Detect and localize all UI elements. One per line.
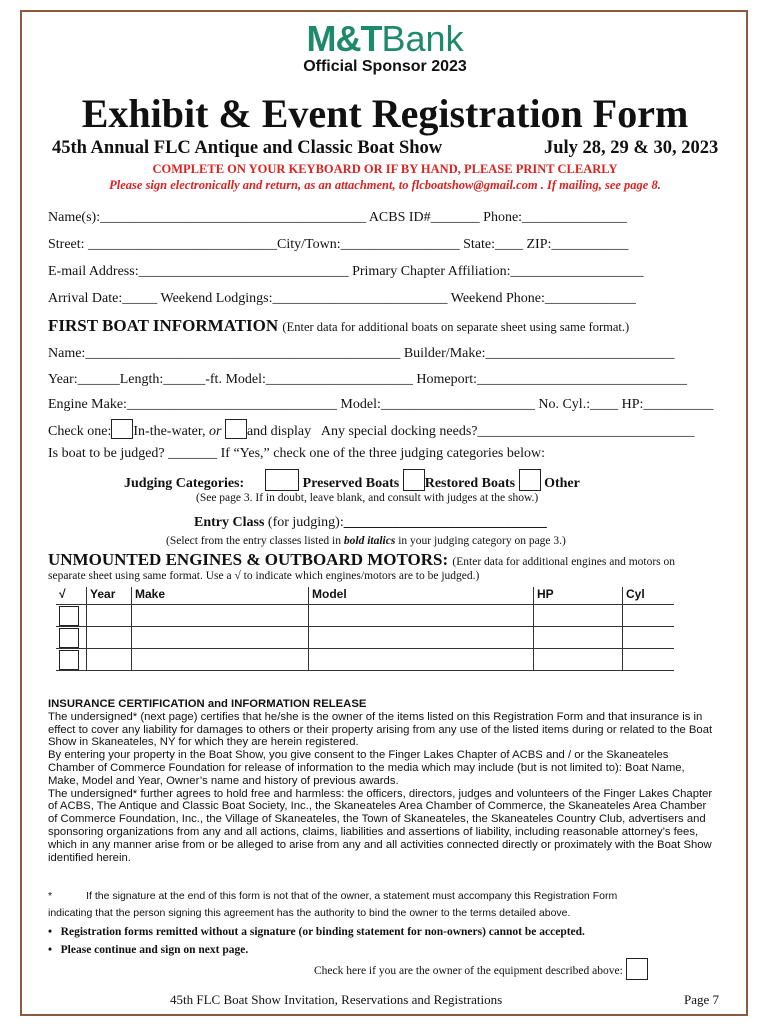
table-row[interactable] (56, 605, 674, 627)
owner-checkbox[interactable] (626, 958, 648, 980)
bullet-item: • Registration forms remitted without a signature (or binding statement for non-owners) cannot be accepted. (48, 926, 585, 938)
sponsor-logo: M&TBank (306, 18, 464, 59)
check-one-row: Check one: In-the-water, or and display Any special docking needs?_______________________________ (48, 419, 695, 440)
footnote-line-2: indicating that the person signing this agreement has the authority to bind the owner to the terms detailed above. (48, 907, 571, 919)
form-title: Exhibit & Event Registration Form (81, 91, 689, 136)
bullet-item: • Please continue and sign on next page. (48, 944, 249, 956)
other-checkbox[interactable] (519, 469, 541, 491)
restored-checkbox[interactable] (403, 469, 425, 491)
engine-make-field[interactable]: Engine Make:______________________________ Model:______________________ No. Cyl.:____ HP:__________ (48, 397, 714, 412)
insurance-paragraph-3: The undersigned* further agrees to hold free and harmless: the officers, directors, judges and volunteers of the Finger Lakes Chapter of ACBS, The Antique and Classic Boat Society, Inc., the Skaneateles Area Chamber of Commerce, the Skaneateles Area Chamber of Commerce Foundation, Inc., the Village of Skaneateles, the Town of Skaneateles, the Skaneateles Country Club, advertisers and sponsoring organizations from any and all actions, claims, liabilities and assertions of liability, including reasonable attorney’s fees, which in any manner arise from or be alleged to arise from any and all activities connected directly or proximately with the Boat Show identified herein. (48, 787, 713, 864)
name-field[interactable]: Name(s):______________________________________ ACBS ID#_______ Phone:_______________ (48, 210, 628, 225)
insurance-heading: INSURANCE CERTIFICATION and INFORMATION RELEASE (48, 698, 367, 710)
col-cyl: Cyl (623, 587, 675, 605)
insurance-paragraph-2: By entering your property in the Boat Show, you give consent to the Finger Lakes Chapter of ACBS and / or the Skaneateles Chamber of Commerce Foundation for release of information to the media which may include (but is not limited to): Boat Name, Make, Model and Year, Owner’s name and history of previous awards. (48, 749, 685, 787)
entry-class-note: (Select from the entry classes listed in bold italics in your judging category on page 3.) (166, 535, 566, 547)
table-row[interactable] (56, 649, 674, 671)
table-row[interactable] (56, 627, 674, 649)
footnote-line-1: * If the signature at the end of this form is not that of the owner, a statement must accompany this Registration Form (48, 890, 618, 902)
show-dates: July 28, 29 & 30, 2023 (544, 138, 719, 158)
in-water-checkbox[interactable] (111, 419, 133, 439)
boat-year-field[interactable]: Year:______Length:______-ft. Model:_____________________ Homeport:______________________________ (48, 372, 688, 387)
display-checkbox[interactable] (225, 419, 247, 439)
boat-name-field[interactable]: Name:_____________________________________________ Builder/Make:___________________________ (48, 346, 675, 361)
instruction-line-1: COMPLETE ON YOUR KEYBOARD OR IF BY HAND, PLEASE PRINT CLEARLY (152, 162, 618, 176)
boat-section-heading: FIRST BOAT INFORMATION (Enter data for additional boats on separate sheet using same format.) (48, 316, 630, 335)
col-hp: HP (534, 587, 623, 605)
entry-class-row[interactable]: Entry Class (for judging):_____________________________ (194, 515, 547, 530)
street-field[interactable]: Street: ___________________________City/Town:_________________ State:____ ZIP:___________ (48, 237, 629, 252)
engine-checkbox[interactable] (59, 606, 79, 626)
judged-question[interactable]: Is boat to be judged? _______ If “Yes,” check one of the three judging categories below: (48, 446, 545, 461)
engine-checkbox[interactable] (59, 650, 79, 670)
insurance-section (48, 698, 718, 864)
engine-checkbox[interactable] (59, 628, 79, 648)
engines-note: separate sheet using same format. Use a √ to indicate which engines/motors are to be judged.) (48, 570, 480, 582)
judging-note: (See page 3. If in doubt, leave blank, and consult with judges at the show.) (196, 492, 539, 504)
preserved-checkbox[interactable] (265, 469, 299, 491)
owner-check-row: Check here if you are the owner of the equipment described above: (314, 958, 648, 980)
page-border (20, 10, 748, 1016)
col-check: √ (56, 587, 87, 605)
show-name: 45th Annual FLC Antique and Classic Boat Show (52, 138, 443, 158)
table-header-row (56, 587, 674, 605)
arrival-field[interactable]: Arrival Date:_____ Weekend Lodgings:_________________________ Weekend Phone:_____________ (48, 291, 636, 306)
col-year: Year (87, 587, 132, 605)
footer-title: 45th FLC Boat Show Invitation, Reservations and Registrations (170, 992, 503, 1007)
instruction-line-2: Please sign electronically and return, as an attachment, to flcboatshow@gmail.com . If mailing, see page 8. (109, 178, 661, 192)
col-model: Model (309, 587, 534, 605)
col-make: Make (132, 587, 309, 605)
email-field[interactable]: E-mail Address:______________________________ Primary Chapter Affiliation:___________________ (48, 264, 644, 279)
judging-row: Judging Categories: Preserved Boats Restored Boats Other (124, 469, 580, 492)
sponsor-text: Official Sponsor 2023 (303, 58, 467, 75)
engines-section-heading: UNMOUNTED ENGINES & OUTBOARD MOTORS: (Enter data for additional engines and motors on (48, 550, 676, 569)
docking-field[interactable]: Any special docking needs?_______________________________ (320, 424, 695, 439)
engines-table (56, 587, 674, 671)
insurance-paragraph-1: The undersigned* (next page) certifies that he/she is the owner of the items listed on this Registration Form and that insurance is in effect to cover any liability for damages to others or their property arising from any use of the listed items during or related to the Boat Show in Skaneateles, NY for which they are herein registered. (48, 710, 713, 749)
page-number: Page 7 (684, 992, 720, 1007)
